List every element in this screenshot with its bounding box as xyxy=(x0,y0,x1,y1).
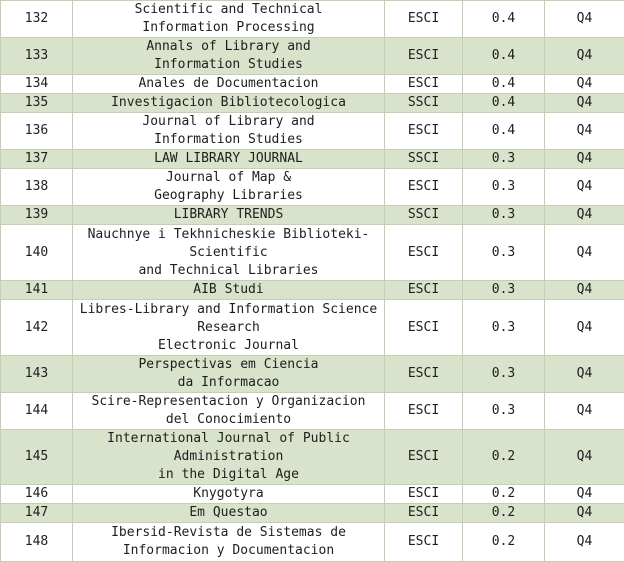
impact-factor-cell: 0.4 xyxy=(463,75,545,94)
impact-factor-cell: 0.2 xyxy=(463,485,545,504)
index-cell: ESCI xyxy=(385,393,463,430)
journal-name-cell: International Journal of Public Administration in the Digital Age xyxy=(73,430,385,485)
impact-factor-cell: 0.3 xyxy=(463,150,545,169)
index-cell: ESCI xyxy=(385,485,463,504)
journal-name-cell: Investigacion Bibliotecologica xyxy=(73,94,385,113)
journal-name-cell: Knygotyra xyxy=(73,485,385,504)
index-cell: ESCI xyxy=(385,430,463,485)
quartile-cell: Q4 xyxy=(545,281,624,300)
table-row xyxy=(1,94,624,113)
quartile-cell: Q4 xyxy=(545,523,624,562)
index-cell: ESCI xyxy=(385,38,463,75)
journal-name-cell: Perspectivas em Ciencia da Informacao xyxy=(73,356,385,393)
journal-name-cell: AIB Studi xyxy=(73,281,385,300)
journal-name-cell: LIBRARY TRENDS xyxy=(73,206,385,225)
impact-factor-cell: 0.2 xyxy=(463,430,545,485)
quartile-cell: Q4 xyxy=(545,169,624,206)
journal-name-cell: Annals of Library and Information Studies xyxy=(73,38,385,75)
quartile-cell: Q4 xyxy=(545,225,624,281)
rank-cell: 140 xyxy=(1,225,73,281)
table-row xyxy=(1,75,624,94)
table-row xyxy=(1,113,624,150)
rank-cell: 136 xyxy=(1,113,73,150)
index-cell: ESCI xyxy=(385,1,463,38)
journal-name-cell: Anales de Documentacion xyxy=(73,75,385,94)
rank-cell: 138 xyxy=(1,169,73,206)
quartile-cell: Q4 xyxy=(545,300,624,356)
index-cell: ESCI xyxy=(385,504,463,523)
rank-cell: 147 xyxy=(1,504,73,523)
index-cell: ESCI xyxy=(385,356,463,393)
rank-cell: 139 xyxy=(1,206,73,225)
impact-factor-cell: 0.3 xyxy=(463,281,545,300)
index-cell: SSCI xyxy=(385,150,463,169)
quartile-cell: Q4 xyxy=(545,485,624,504)
impact-factor-cell: 0.3 xyxy=(463,206,545,225)
rank-cell: 134 xyxy=(1,75,73,94)
index-cell: ESCI xyxy=(385,113,463,150)
table-row xyxy=(1,38,624,75)
table-row xyxy=(1,356,624,393)
rank-cell: 141 xyxy=(1,281,73,300)
journal-name-cell: Em Questao xyxy=(73,504,385,523)
quartile-cell: Q4 xyxy=(545,150,624,169)
quartile-cell: Q4 xyxy=(545,94,624,113)
impact-factor-cell: 0.3 xyxy=(463,169,545,206)
rank-cell: 133 xyxy=(1,38,73,75)
rank-cell: 146 xyxy=(1,485,73,504)
journal-name-cell: Nauchnye i Tekhnicheskie Biblioteki- Scientific and Technical Libraries xyxy=(73,225,385,281)
rank-cell: 148 xyxy=(1,523,73,562)
rank-cell: 145 xyxy=(1,430,73,485)
table-row xyxy=(1,485,624,504)
impact-factor-cell: 0.3 xyxy=(463,356,545,393)
quartile-cell: Q4 xyxy=(545,393,624,430)
table-row xyxy=(1,393,624,430)
rank-cell: 143 xyxy=(1,356,73,393)
table-row xyxy=(1,225,624,281)
table-row xyxy=(1,300,624,356)
journal-name-cell: Journal of Library and Information Studies xyxy=(73,113,385,150)
impact-factor-cell: 0.4 xyxy=(463,38,545,75)
table-row xyxy=(1,1,624,38)
index-cell: ESCI xyxy=(385,75,463,94)
index-cell: ESCI xyxy=(385,281,463,300)
rank-cell: 144 xyxy=(1,393,73,430)
rank-cell: 142 xyxy=(1,300,73,356)
index-cell: SSCI xyxy=(385,206,463,225)
index-cell: ESCI xyxy=(385,300,463,356)
index-cell: SSCI xyxy=(385,94,463,113)
journal-name-cell: Scientific and Technical Information Processing xyxy=(73,1,385,38)
journal-name-cell: LAW LIBRARY JOURNAL xyxy=(73,150,385,169)
quartile-cell: Q4 xyxy=(545,356,624,393)
impact-factor-cell: 0.3 xyxy=(463,393,545,430)
quartile-cell: Q4 xyxy=(545,206,624,225)
journal-name-cell: Libres-Library and Information Science Research Electronic Journal xyxy=(73,300,385,356)
journal-name-cell: Journal of Map & Geography Libraries xyxy=(73,169,385,206)
table-row xyxy=(1,430,624,485)
quartile-cell: Q4 xyxy=(545,1,624,38)
quartile-cell: Q4 xyxy=(545,504,624,523)
table-row xyxy=(1,206,624,225)
quartile-cell: Q4 xyxy=(545,430,624,485)
impact-factor-cell: 0.4 xyxy=(463,94,545,113)
quartile-cell: Q4 xyxy=(545,113,624,150)
table-row xyxy=(1,169,624,206)
impact-factor-cell: 0.2 xyxy=(463,504,545,523)
rank-cell: 137 xyxy=(1,150,73,169)
impact-factor-cell: 0.4 xyxy=(463,1,545,38)
rank-cell: 132 xyxy=(1,1,73,38)
impact-factor-cell: 0.4 xyxy=(463,113,545,150)
table-row xyxy=(1,281,624,300)
impact-factor-cell: 0.3 xyxy=(463,300,545,356)
table-row xyxy=(1,150,624,169)
table-row xyxy=(1,504,624,523)
rank-cell: 135 xyxy=(1,94,73,113)
index-cell: ESCI xyxy=(385,225,463,281)
quartile-cell: Q4 xyxy=(545,38,624,75)
quartile-cell: Q4 xyxy=(545,75,624,94)
impact-factor-cell: 0.3 xyxy=(463,225,545,281)
journal-name-cell: Scire-Representacion y Organizacion del Conocimiento xyxy=(73,393,385,430)
impact-factor-cell: 0.2 xyxy=(463,523,545,562)
journal-name-cell: Ibersid-Revista de Sistemas de Informacion y Documentacion xyxy=(73,523,385,562)
index-cell: ESCI xyxy=(385,523,463,562)
index-cell: ESCI xyxy=(385,169,463,206)
